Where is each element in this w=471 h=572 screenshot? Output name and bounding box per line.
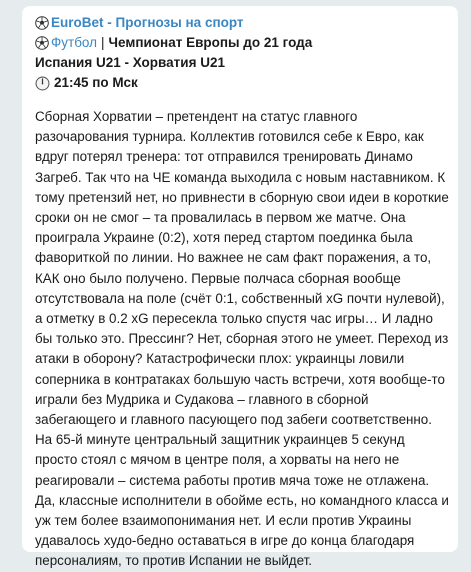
message-bubble xyxy=(22,6,458,569)
sport-hashtag-link[interactable]: Футбол xyxy=(51,35,98,50)
soccer-ball-icon xyxy=(35,36,49,50)
channel-row xyxy=(35,13,450,33)
separator: | xyxy=(101,35,105,50)
message-text: Сборная Хорватии – претендент на статус главного разочарования турнира. Коллектив готовился себе к Евро, как вдруг потерял тренера: тот отправился тренировать Динамо Загреб. Так что на ЧЕ команда выходила с новым наставником. К тому претензий нет, но привнести в сборную свои идеи в короткие сроки он не смог – та провалилась в первом же матче. Она проиграла Украине (0:2), хотя перед стартом поединка была фавориткой по линии. Но важнее не сам факт поражения, а то, КАК оно было получено. Первые полчаса сборная вообще отсутствовала на поле (счёт 0:1, собственный xG почти нулевой), а отметку в 0.2 xG пересекла только спустя час игры… И ладно бы только это. Прессинг? Нет, сборная этого не умеет. Переход из атаки в оборону? Катастрофически плох: украинцы ловили соперника в контратаках большую часть встречи, хотя вообще-то играли без Мудрика и Судакова – главного в сборной забегающего и главного пасующего под забеги соответственно. На 65-й минуте центральный защитник украинцев 5 секунд просто стоял с мячом в центре поля, а хорваты на него не реагировали – система работы против мяча тоже не отлажена. Да, классные исполнители в обойме есть, но командного класса и уж тем более взаимопонимания нет. И если против Украины удавалось худо-бедно оставаться в игре до конца благодаря персоналиям, то против Испании не выйдет. xyxy=(35,109,449,569)
clock-icon xyxy=(35,76,50,91)
channel-name[interactable]: EuroBet - Прогнозы на спорт xyxy=(51,15,244,30)
match-time: 21:45 по Мск xyxy=(54,75,138,90)
match-title: Испания U21 - Хорватия U21 xyxy=(35,55,225,70)
soccer-ball-icon xyxy=(35,16,49,30)
tournament-row xyxy=(35,33,450,53)
time-row xyxy=(35,73,450,93)
tournament-name: Чемпионат Европы до 21 года xyxy=(108,35,313,50)
match-row xyxy=(35,53,450,73)
